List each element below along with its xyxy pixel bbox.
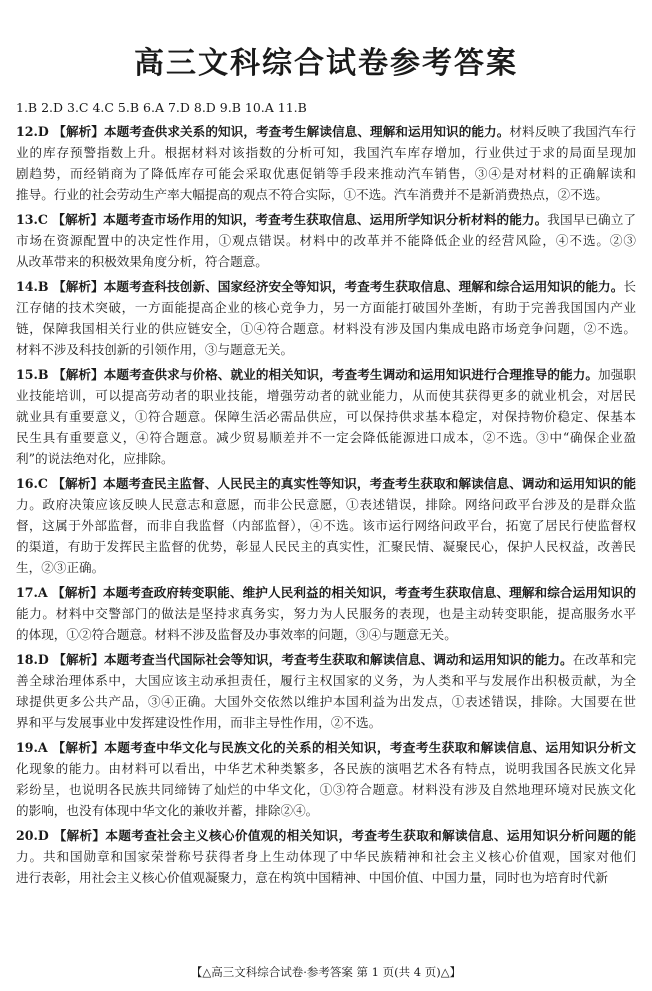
explanation-line [16, 121, 636, 142]
explanation-line [16, 276, 636, 297]
explanation-head: 20.D 【解析】本题考查社会主义核心价值观的相关知识，考查考生获取和解读信息、运用知识分析问题的能 [16, 828, 636, 843]
explanation-head: 12.D 【解析】本题考查供求关系的知识，考查考生解读信息、理解和运用知识的能力。 [16, 124, 510, 139]
explanation-line: 督，这属于外部监督，而非自我监督（内部监督），④不选。该市运行网络问政平台，拓宽了居民行使监督权 [16, 518, 636, 533]
explanation-head: 15.B 【解析】本题考查供求与价格、就业的相关知识，考查考生调动和运用知识进行合理推导的能力。 [16, 367, 599, 382]
answer-key-line: 1.B 2.D 3.C 4.C 5.B 6.A 7.D 8.D 9.B 10.A 11.B [16, 100, 307, 115]
explanations [16, 121, 636, 892]
explanation-line: 就业具有重要意义，①符合题意。保障生活必需品供应，可以保持供求基本稳定，对保持物价稳定、保基本 [16, 409, 636, 424]
explanation-line [16, 209, 636, 230]
explanation-line: 市场在资源配置中的决定性作用，①观点错误。材料中的改革并不能降低企业的经营风险，④不选。②③ [16, 233, 636, 248]
explanation-line [16, 825, 636, 846]
explanation-head: 18.D 【解析】本题考查当代国际社会等知识，考查考生获取和解读信息、调动和运用知识的能力。 [16, 652, 573, 667]
explanation-line: 业技能培训，可以提高劳动者的职业技能，增强劳动者的就业能力，从而使其获得更多的就业机会，对居民 [16, 388, 636, 403]
explanation-line: 剧趋势，而经销商为了降低库存可能会采取优惠促销等手段来推动汽车销售，③④是对材料的正确解读和 [16, 166, 636, 181]
explanation-line: 力。共和国勋章和国家荣誉称号获得者身上生动体现了中华民族精神和社会主义核心价值观，国家对他们 [16, 849, 636, 864]
explanation-line [16, 649, 636, 670]
explanation-line: 生，②③正确。 [16, 560, 105, 575]
explanation-text: 长 [623, 279, 636, 294]
page-footer: 【△高三文科综合试卷·参考答案 第 1 页(共 4 页)△】 [190, 965, 462, 979]
explanation-head: 13.C 【解析】本题考查市场作用的知识，考查考生获取信息、运用所学知识分析材料的能力。 [16, 212, 548, 227]
explanation-item [16, 582, 636, 645]
explanation-line: 力。政府决策应该反映人民意志和意愿，而非公民意愿，①表述错误，排除。网络问政平台涉及的是群众监 [16, 497, 636, 512]
explanation-line [16, 364, 636, 385]
explanation-head: 14.B 【解析】本题考查科技创新、国家经济安全等知识，考查考生获取信息、理解和综合运用知识的能力。 [16, 279, 624, 294]
explanation-line: 的影响，也没有体现中华文化的兼收并蓄，排除②④。 [16, 803, 319, 818]
explanation-line: 推导。行业的社会劳动生产率大幅提高的观点不符合实际，①不选。汽车消费并不是新消费热点，②不选。 [16, 187, 608, 202]
explanation-item [16, 121, 636, 205]
explanation-line: 的体现，①②符合题意。材料不涉及监督及办事效率的问题，③④与题意无关。 [16, 627, 457, 642]
explanation-item [16, 825, 636, 888]
explanation-head: 17.A 【解析】本题考查政府转变职能、维护人民利益的相关知识，考查考生获取信息、理解和综合运用知识的 [16, 585, 636, 600]
explanation-item [16, 737, 636, 821]
explanation-item [16, 276, 636, 360]
explanation-line: 江存储的技术突破，一方面能提高企业的核心竞争力，另一方面能打破国外垄断，有助于完善我国国内产业 [16, 300, 636, 315]
explanation-line: 化现象的能力。由材料可以看出，中华艺术种类繁多，各民族的演唱艺术各有特点，说明我国各民族文化异 [16, 761, 636, 776]
explanation-text: 我国早已确立了 [547, 212, 636, 227]
explanation-line: 彩纷呈，也说明各民族共同缔铸了灿烂的中华文化，①③符合题意。材料没有涉及自然地理环境对民族文化 [16, 782, 636, 797]
explanation-line [16, 473, 636, 494]
explanation-item [16, 364, 636, 469]
explanation-head: 19.A 【解析】本题考查中华文化与民族文化的关系的相关知识，考查考生获取和解读信息、运用知识分析文 [16, 740, 636, 755]
explanation-head: 16.C 【解析】本题考查民主监督、人民民主的真实性等知识，考查考生获取和解读信息、调动和运用知识的能 [16, 476, 636, 491]
explanation-line: 业的库存预警指数上升。根据材料对该指数的分析可知，我国汽车库存增加，行业供过于求的局面呈现加 [16, 145, 636, 160]
explanation-text: 材料反映了我国汽车行 [509, 124, 636, 139]
explanation-text: 在改革和完 [572, 652, 636, 667]
explanation-line: 能力。材料中交警部门的做法是坚持求真务实，努力为人民服务的表现，也是主动转变职能，提高服务水平 [16, 606, 636, 621]
explanation-line [16, 737, 636, 758]
explanation-text: 加强职 [598, 367, 636, 382]
explanation-line [16, 582, 636, 603]
explanation-line: 材料不涉及科技创新的引领作用，③与题意无关。 [16, 342, 294, 357]
explanation-line: 球提供更多公共产品，③④正确。大国外交依然以维护本国利益为出发点，①表述错误，排除。大国要在世 [16, 694, 636, 709]
explanation-line: 进行表彰，用社会主义核心价值观凝聚力，意在构筑中国精神、中国价值、中国力量，同时也为培育时代新 [16, 870, 608, 885]
explanation-item [16, 209, 636, 272]
explanation-line: 界和平与发展事业中发挥建设性作用，而非主导性作用，②不选。 [16, 715, 382, 730]
explanation-line: 从改革带来的积极效果角度分析，符合题意。 [16, 254, 268, 269]
page-title: 高三文科综合试卷参考答案 [134, 46, 518, 81]
explanation-line: 链，保障我国相关行业的供应链安全，①④符合题意。材料没有涉及国内集成电路市场竞争问题，②不选。 [16, 321, 636, 336]
explanation-line: 的渠道，有助于发挥民主监督的优势，彰显人民民主的真实性，汇聚民情、凝聚民心，保护人民权益，改善民 [16, 539, 636, 554]
explanation-item [16, 649, 636, 733]
explanation-item [16, 473, 636, 578]
explanation-line: 民生具有重要意义，④符合题意。减少贸易顺差并不一定会降低能源进口成本，②不选。③中“确保企业盈 [16, 430, 636, 445]
explanation-line: 利”的说法绝对化，应排除。 [16, 451, 174, 466]
explanation-line: 善全球治理体系中，大国应该主动承担责任，履行主权国家的义务，为人类和平与发展作出积极贡献，为全 [16, 673, 636, 688]
